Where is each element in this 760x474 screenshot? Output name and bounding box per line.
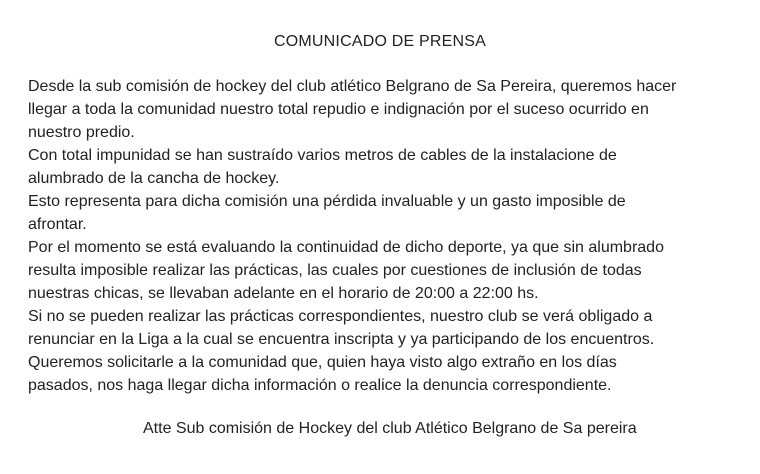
document-body — [0, 75, 760, 397]
body-line: renunciar en la Liga a la cual se encuentra inscripta y ya participando de los encuentros. — [28, 331, 655, 348]
body-line: Con total impunidad se han sustraído varios metros de cables de la instalacione de — [28, 147, 617, 164]
body-line: afrontar. — [28, 216, 87, 233]
body-line: Por el momento se está evaluando la continuidad de dicho deporte, ya que sin alumbrado — [28, 239, 664, 256]
body-line: llegar a toda la comunidad nuestro total repudio e indignación por el suceso ocurrido en — [28, 101, 649, 118]
body-line: Desde la sub comisión de hockey del club atlético Belgrano de Sa Pereira, queremos hacer — [28, 78, 677, 95]
signature-line: Atte Sub comisión de Hockey del club Atlético Belgrano de Sa pereira — [143, 420, 637, 437]
body-line: alumbrado de la cancha de hockey. — [28, 170, 280, 187]
body-line: resulta imposible realizar las prácticas, las cuales por cuestiones de inclusión de todas — [28, 262, 642, 279]
body-line: Esto representa para dicha comisión una pérdida invaluable y un gasto imposible de — [28, 193, 626, 210]
body-line: nuestro predio. — [28, 124, 135, 141]
body-line: pasados, nos haga llegar dicha información o realice la denuncia correspondiente. — [28, 377, 612, 394]
body-line: Queremos solicitarle a la comunidad que, quien haya visto algo extraño en los días — [28, 354, 617, 371]
document-title: COMUNICADO DE PRENSA — [273, 33, 487, 50]
body-line: nuestras chicas, se llevaban adelante en el horario de 20:00 a 22:00 hs. — [28, 285, 539, 302]
body-line: Si no se pueden realizar las prácticas correspondientes, nuestro club se verá obligado a — [28, 308, 653, 325]
